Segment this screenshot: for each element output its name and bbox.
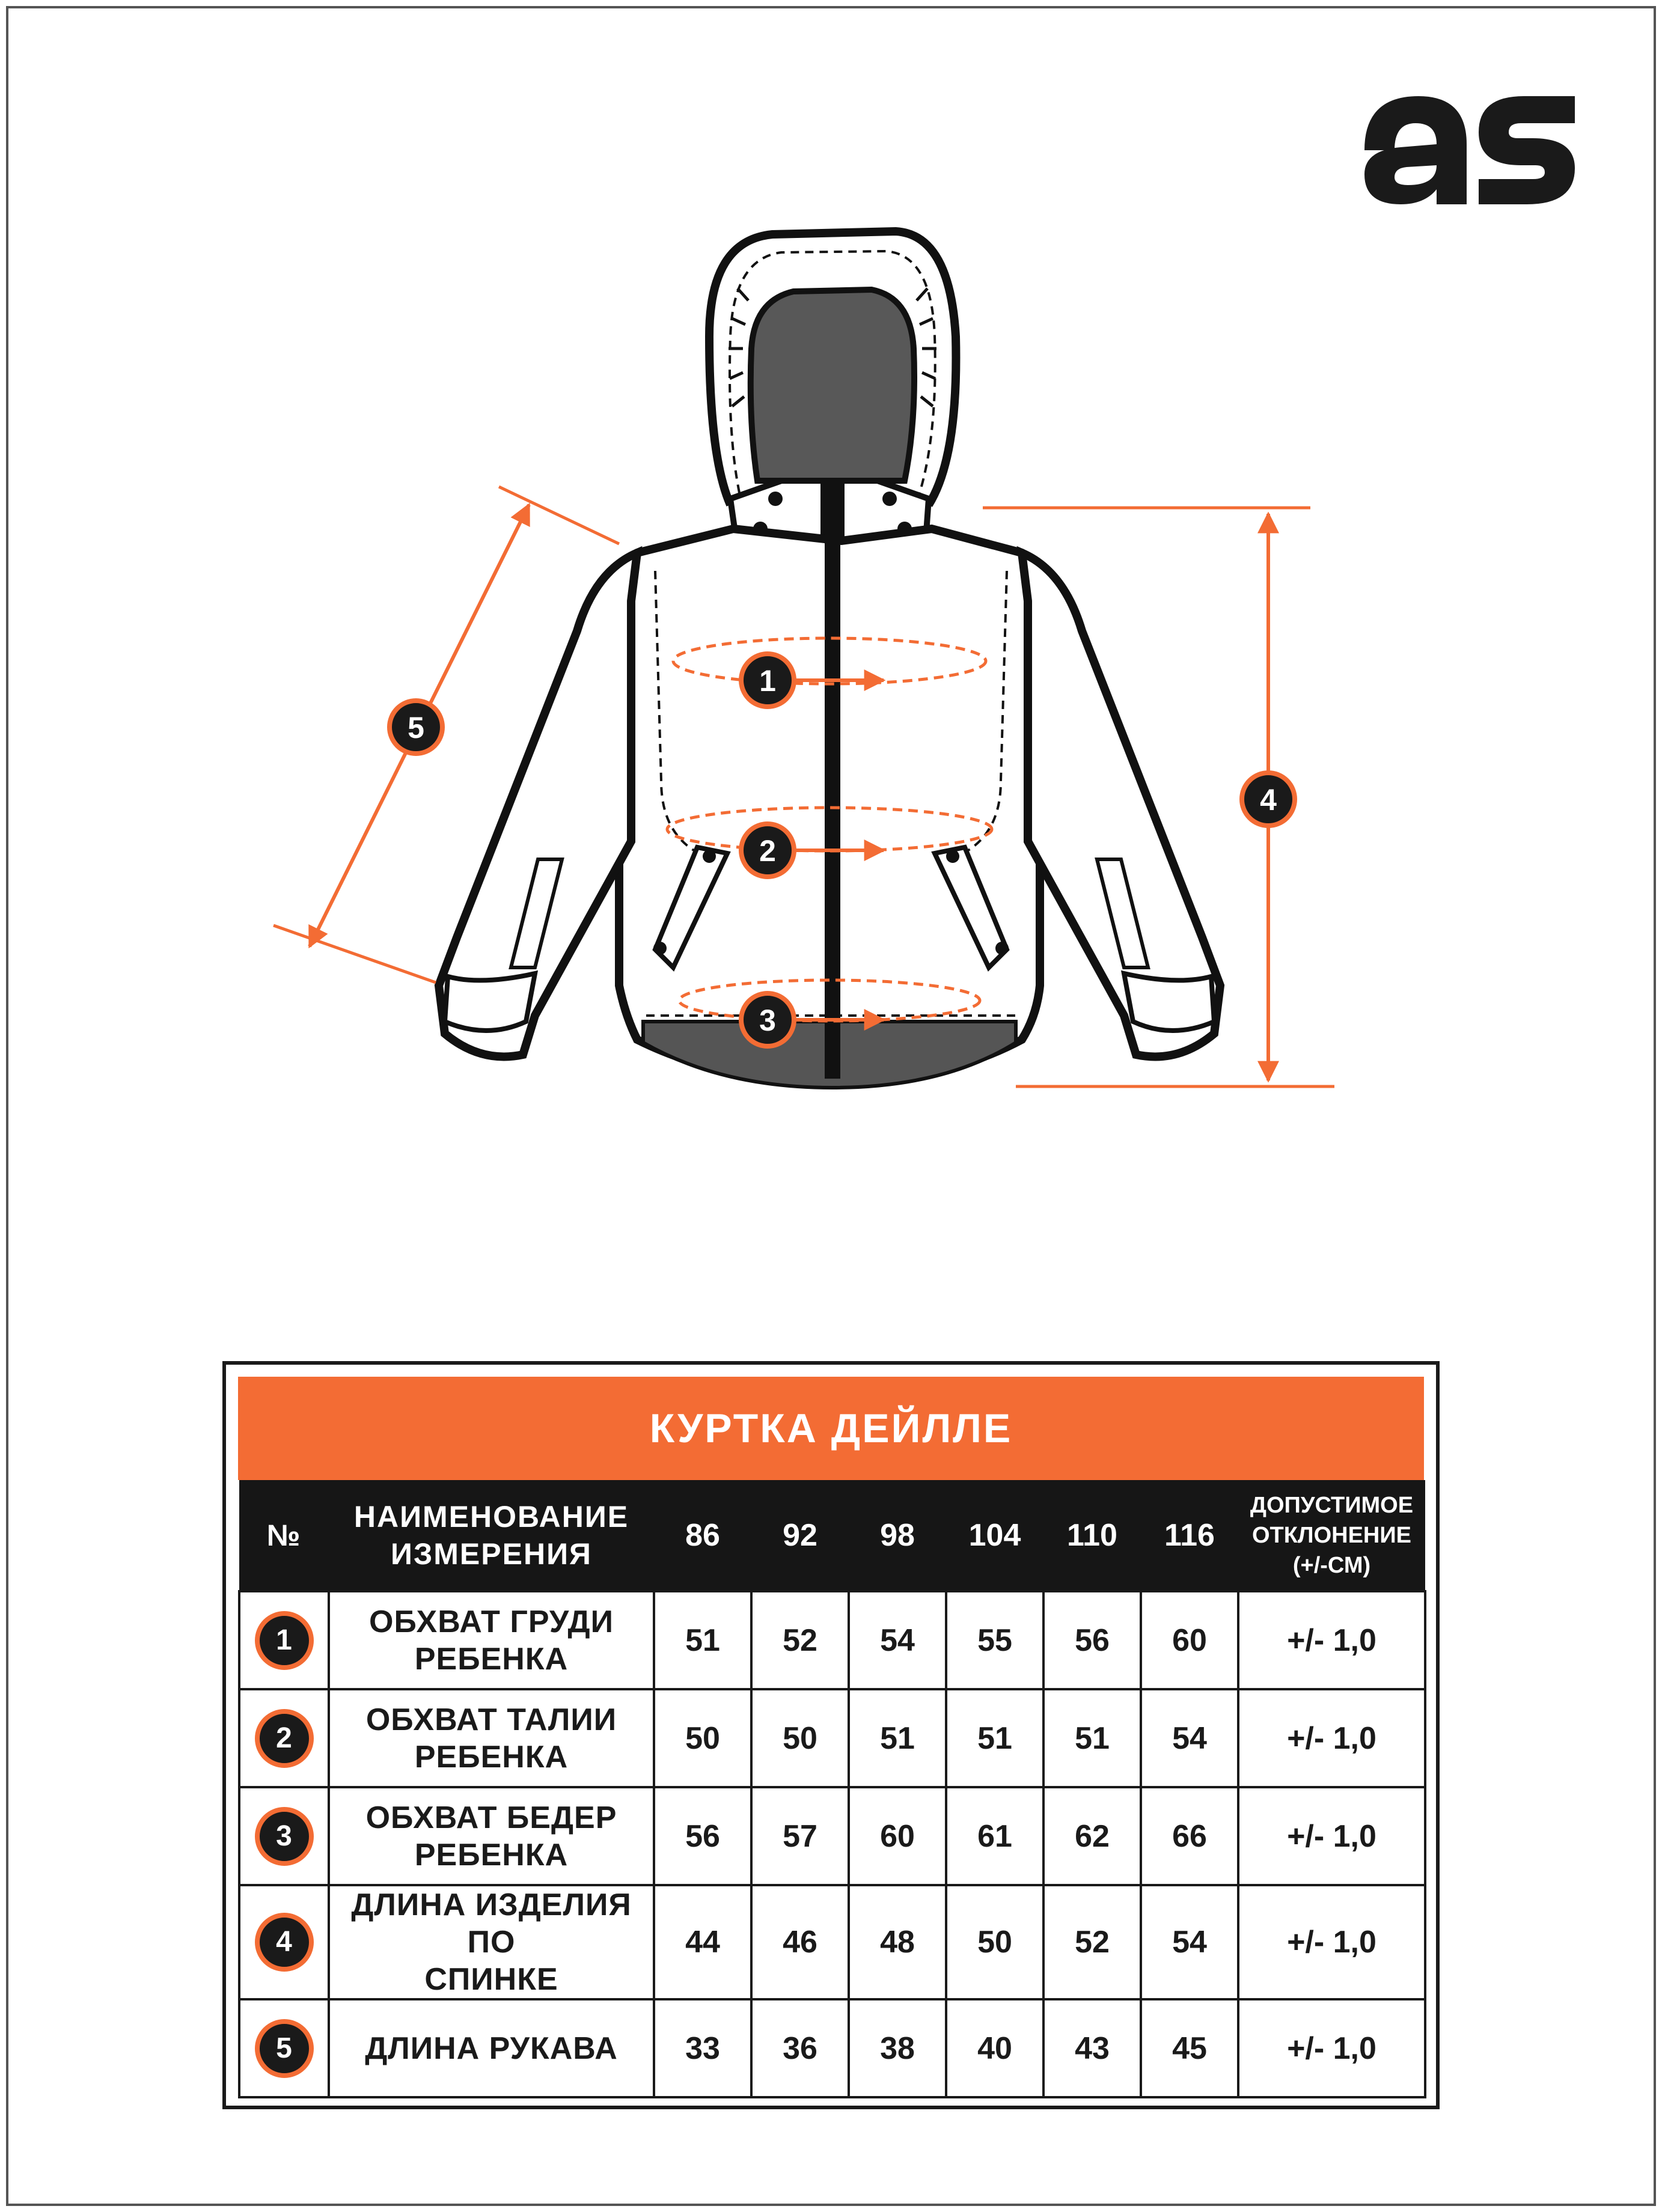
size-value: 48 bbox=[849, 1885, 946, 1999]
row-num-cell bbox=[239, 1999, 329, 2097]
collar-snap bbox=[882, 492, 897, 506]
header-tolerance-line3: (+/-СМ) bbox=[1292, 1552, 1371, 1578]
row-name-cell bbox=[329, 1591, 654, 1689]
row-name-line2: РЕБЕНКА bbox=[414, 1739, 569, 1775]
row-name-line1: ОБХВАТ ГРУДИ bbox=[369, 1604, 614, 1639]
size-value: 50 bbox=[751, 1689, 849, 1787]
size-value: 52 bbox=[1043, 1885, 1141, 1999]
size-value: 38 bbox=[849, 1999, 946, 2097]
row-name-line2: РЕБЕНКА bbox=[414, 1641, 569, 1677]
row-number-badge: 4 bbox=[255, 1913, 314, 1972]
pocket-snap bbox=[653, 942, 667, 955]
row-name-line2: РЕБЕНКА bbox=[414, 1837, 569, 1872]
size-value: 55 bbox=[946, 1591, 1043, 1689]
size-value: 56 bbox=[1043, 1591, 1141, 1689]
marker-5 bbox=[390, 701, 442, 754]
row-name-cell bbox=[329, 1999, 654, 2097]
marker-3 bbox=[741, 993, 794, 1046]
front-zipper bbox=[825, 481, 840, 1079]
size-value: 66 bbox=[1141, 1787, 1238, 1885]
pocket-snap bbox=[995, 942, 1009, 955]
row-name-cell bbox=[329, 1787, 654, 1885]
marker-2 bbox=[741, 824, 794, 877]
svg-text:4: 4 bbox=[1260, 783, 1277, 817]
svg-text:1: 1 bbox=[759, 664, 776, 698]
size-value: 33 bbox=[654, 1999, 751, 2097]
cuff-right bbox=[1124, 973, 1214, 1031]
svg-text:2: 2 bbox=[759, 834, 776, 868]
row-name-line1: ОБХВАТ ТАЛИИ bbox=[365, 1702, 617, 1737]
size-value: 54 bbox=[849, 1591, 946, 1689]
pocket-snap bbox=[946, 850, 959, 863]
svg-text:5: 5 bbox=[408, 711, 424, 745]
header-size: 104 bbox=[946, 1480, 1043, 1591]
header-name bbox=[329, 1480, 654, 1591]
size-value: 43 bbox=[1043, 1999, 1141, 2097]
row-name-line2: СПИНКЕ bbox=[424, 1962, 558, 1997]
row-name-cell bbox=[329, 1885, 654, 1999]
size-table-container bbox=[222, 1361, 1440, 2109]
marker-1 bbox=[741, 654, 794, 707]
size-value: 50 bbox=[654, 1689, 751, 1787]
tolerance-value: +/- 1,0 bbox=[1238, 1787, 1425, 1885]
size-value: 62 bbox=[1043, 1787, 1141, 1885]
size-value: 60 bbox=[1141, 1591, 1238, 1689]
svg-text:3: 3 bbox=[759, 1004, 776, 1037]
row-num-cell bbox=[239, 1689, 329, 1787]
size-value: 51 bbox=[1043, 1689, 1141, 1787]
row-number-badge: 2 bbox=[255, 1709, 314, 1768]
size-value: 57 bbox=[751, 1787, 849, 1885]
table-row bbox=[239, 1999, 1425, 2097]
header-size: 98 bbox=[849, 1480, 946, 1591]
size-value: 61 bbox=[946, 1787, 1043, 1885]
row-num-cell bbox=[239, 1787, 329, 1885]
size-value: 40 bbox=[946, 1999, 1043, 2097]
size-value: 54 bbox=[1141, 1689, 1238, 1787]
table-row bbox=[239, 1885, 1425, 1999]
row-name-line1: ОБХВАТ БЕДЕР bbox=[365, 1800, 617, 1835]
header-size: 110 bbox=[1043, 1480, 1141, 1591]
table-row bbox=[239, 1591, 1425, 1689]
size-table bbox=[238, 1480, 1426, 2098]
table-row bbox=[239, 1689, 1425, 1787]
pocket-snap bbox=[703, 850, 716, 863]
header-tolerance-line1: ДОПУСТИМОЕ bbox=[1250, 1492, 1414, 1518]
cuff-left bbox=[445, 973, 535, 1031]
table-title: КУРТКА ДЕЙЛЛЕ bbox=[238, 1377, 1424, 1480]
size-value: 52 bbox=[751, 1591, 849, 1689]
tolerance-value: +/- 1,0 bbox=[1238, 1591, 1425, 1689]
row-number-badge: 1 bbox=[255, 1611, 314, 1670]
size-value: 51 bbox=[849, 1689, 946, 1787]
row-num-cell bbox=[239, 1885, 329, 1999]
size-value: 56 bbox=[654, 1787, 751, 1885]
header-tolerance-line2: ОТКЛОНЕНИЕ bbox=[1251, 1522, 1412, 1548]
table-row bbox=[239, 1787, 1425, 1885]
size-value: 54 bbox=[1141, 1885, 1238, 1999]
row-name-line1: ДЛИНА ИЗДЕЛИЯ ПО bbox=[351, 1888, 632, 1960]
size-value: 51 bbox=[654, 1591, 751, 1689]
header-tolerance bbox=[1238, 1480, 1425, 1591]
marker-4 bbox=[1242, 773, 1295, 826]
table-header-row bbox=[239, 1480, 1425, 1591]
size-value: 36 bbox=[751, 1999, 849, 2097]
size-value: 60 bbox=[849, 1787, 946, 1885]
row-num-cell bbox=[239, 1591, 329, 1689]
sleeve-guide-bottom bbox=[273, 925, 436, 983]
row-name-line1: ДЛИНА РУКАВА bbox=[365, 2031, 618, 2066]
size-value: 44 bbox=[654, 1885, 751, 1999]
hood-opening bbox=[751, 290, 914, 481]
row-number-badge: 3 bbox=[255, 1807, 314, 1866]
header-name-line1: НАИМЕНОВАНИЕ bbox=[353, 1499, 629, 1534]
row-name-cell bbox=[329, 1689, 654, 1787]
row-number-badge: 5 bbox=[255, 2019, 314, 2078]
size-value: 51 bbox=[946, 1689, 1043, 1787]
size-value: 46 bbox=[751, 1885, 849, 1999]
collar-snap bbox=[768, 492, 783, 506]
header-name-line2: ИЗМЕРЕНИЯ bbox=[391, 1537, 592, 1571]
header-size: 116 bbox=[1141, 1480, 1238, 1591]
header-size: 86 bbox=[654, 1480, 751, 1591]
header-size: 92 bbox=[751, 1480, 849, 1591]
sleeve-guide-top bbox=[499, 487, 619, 544]
header-num: № bbox=[239, 1480, 329, 1591]
tolerance-value: +/- 1,0 bbox=[1238, 1885, 1425, 1999]
size-value: 50 bbox=[946, 1885, 1043, 1999]
tolerance-value: +/- 1,0 bbox=[1238, 1689, 1425, 1787]
tolerance-value: +/- 1,0 bbox=[1238, 1999, 1425, 2097]
size-value: 45 bbox=[1141, 1999, 1238, 2097]
